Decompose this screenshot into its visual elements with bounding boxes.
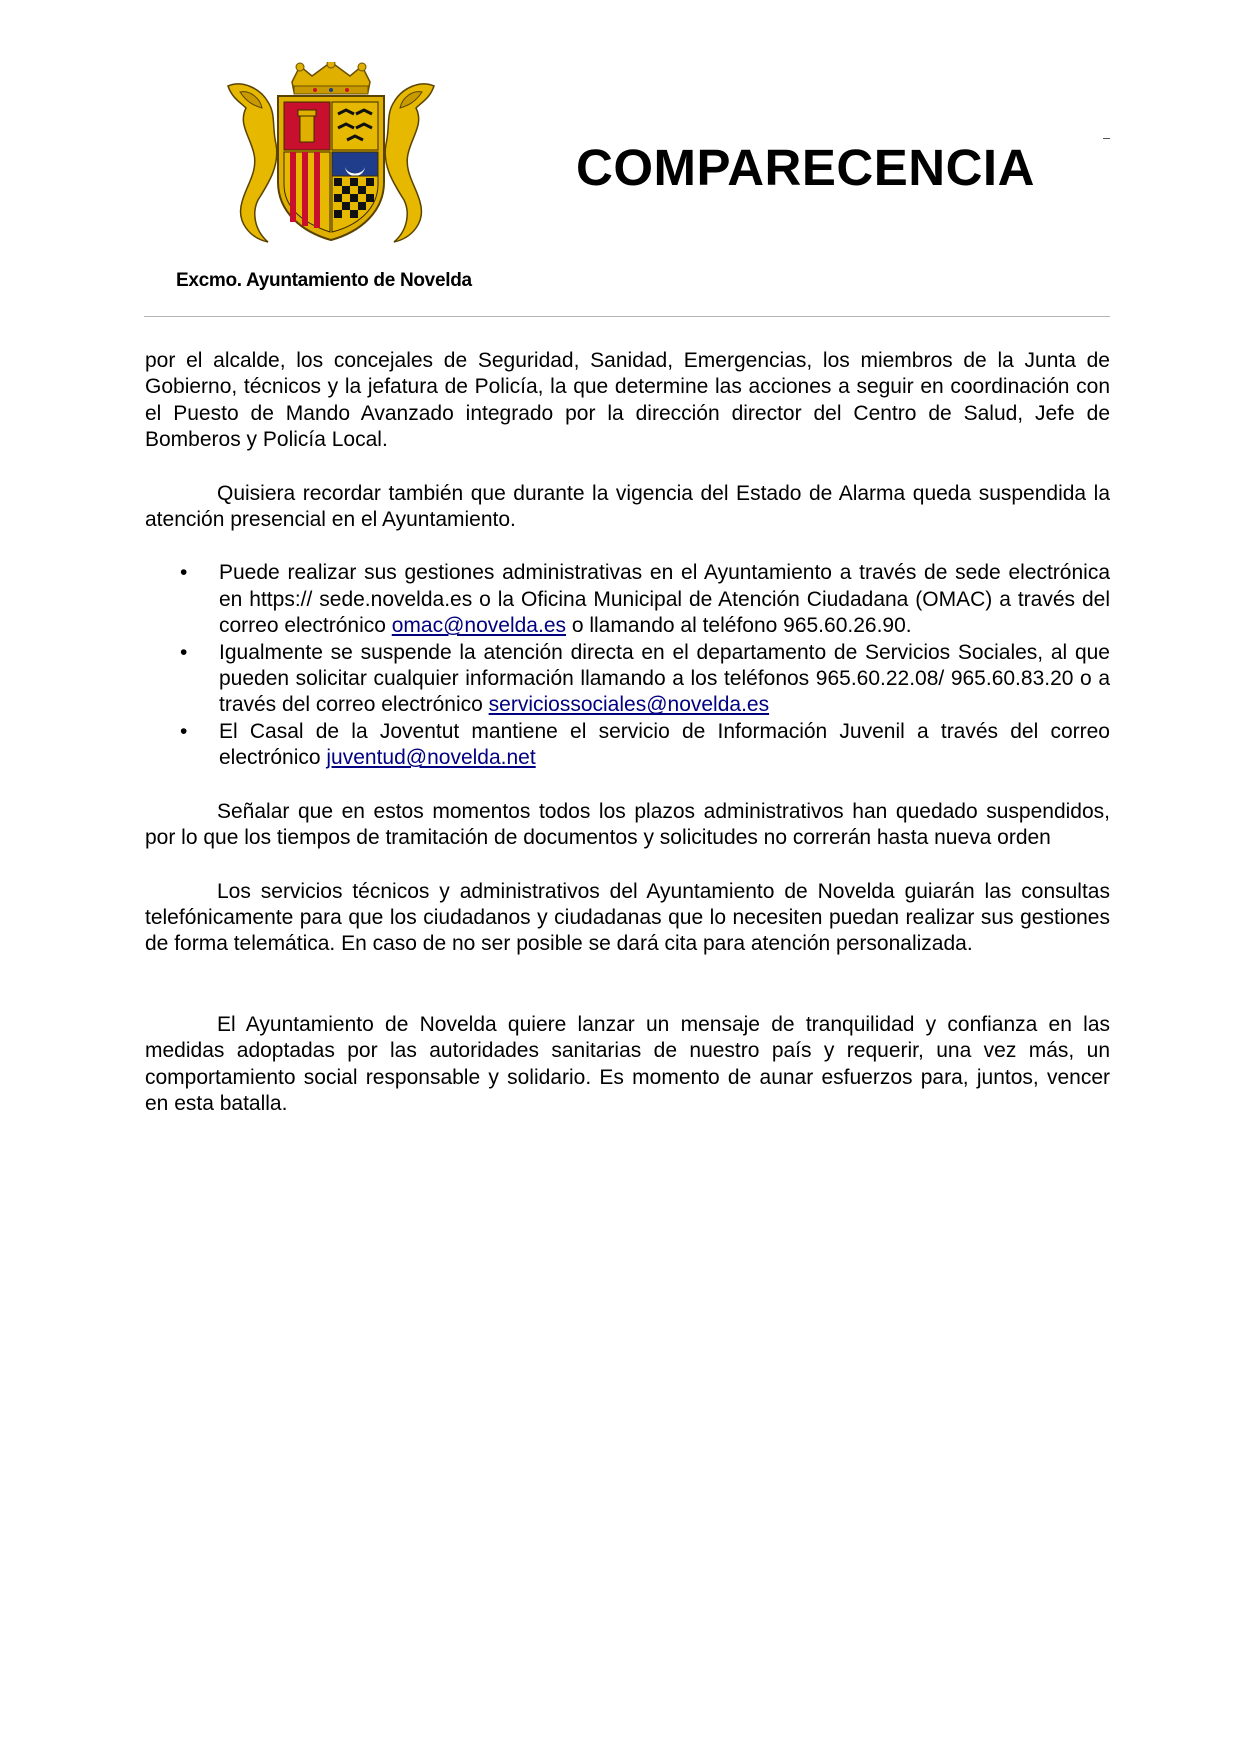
paragraph-5: Los servicios técnicos y administrativos del Ayuntamiento de Novelda guiarán las consultas telefónicamente para que los ciudadanos y ciudadanas que lo necesiten puedan realizar sus gestiones de forma telemática. En caso de no ser posible se dará cita para atención personalizada. [145,879,1110,956]
bullet-icon: • [180,719,188,743]
paragraph-2: Quisiera recordar también que durante la vigencia del Estado de Alarma queda suspendida la atención presencial en el Ayuntamiento. [145,481,1110,532]
email-link-omac[interactable]: omac@novelda.es [391,614,566,638]
list-item [145,640,1110,719]
list-item [145,560,1110,639]
list-item-text: Puede realizar sus gestiones administrativas en el Ayuntamiento a través de sede electrónica en https:// sede.novelda.es o la Oficina Municipal de Atención Ciudadana (OMAC) a través del correo electrónico [219,561,1110,638]
email-link-juventud[interactable]: juventud@novelda.net [326,746,536,770]
list-item [145,719,1110,772]
list-item-text: Igualmente se suspende la atención directa en el departamento de Servicios Sociales, al que pueden solicitar cualquier información llamando a los teléfonos 965.60.22.08/ 965.60.83.20 o a través del correo electrónico [219,640,1110,717]
header-mark [1103,138,1110,139]
paragraph-1: por el alcalde, los concejales de Seguridad, Sanidad, Emergencias, los miembros de la Junta de Gobierno, técnicos y la jefatura de Policía, la que determine las acciones a seguir en coordinación con el Puesto de Mando Avanzado integrado por la dirección director del Centro de Salud, Jefe de Bomberos y Policía Local. [145,349,1110,452]
paragraph-6: El Ayuntamiento de Novelda quiere lanzar un mensaje de tranquilidad y confianza en las medidas adoptadas por las autoridades sanitarias de nuestro país y requerir, una vez más, un comportamiento social responsable y solidario. Es momento de aunar esfuerzos para, juntos, vencer en esta batalla. [145,1012,1110,1115]
coat-of-arms-icon [220,62,442,262]
document-body [145,348,1110,1117]
bullet-icon: • [180,640,188,664]
header-divider [144,316,1110,317]
bullet-list [145,560,1110,771]
bullet-icon: • [180,561,188,585]
document-title: COMPARECENCIA [576,139,1035,196]
organization-name: Excmo. Ayuntamiento de Novelda [176,270,472,291]
crown-icon [292,62,370,94]
list-item-text: o llamando al teléfono 965.60.26.90. [566,614,912,638]
list-item-text: El Casal de la Joventut mantiene el servicio de Información Juvenil a través del correo electrónico [219,719,1110,770]
email-link-servicios-sociales[interactable]: serviciossociales@novelda.es [488,693,770,717]
paragraph-4: Señalar que en estos momentos todos los plazos administrativos han quedado suspendidos, por lo que los tiempos de tramitación de documentos y solicitudes no correrán hasta nueva orden [145,799,1110,850]
